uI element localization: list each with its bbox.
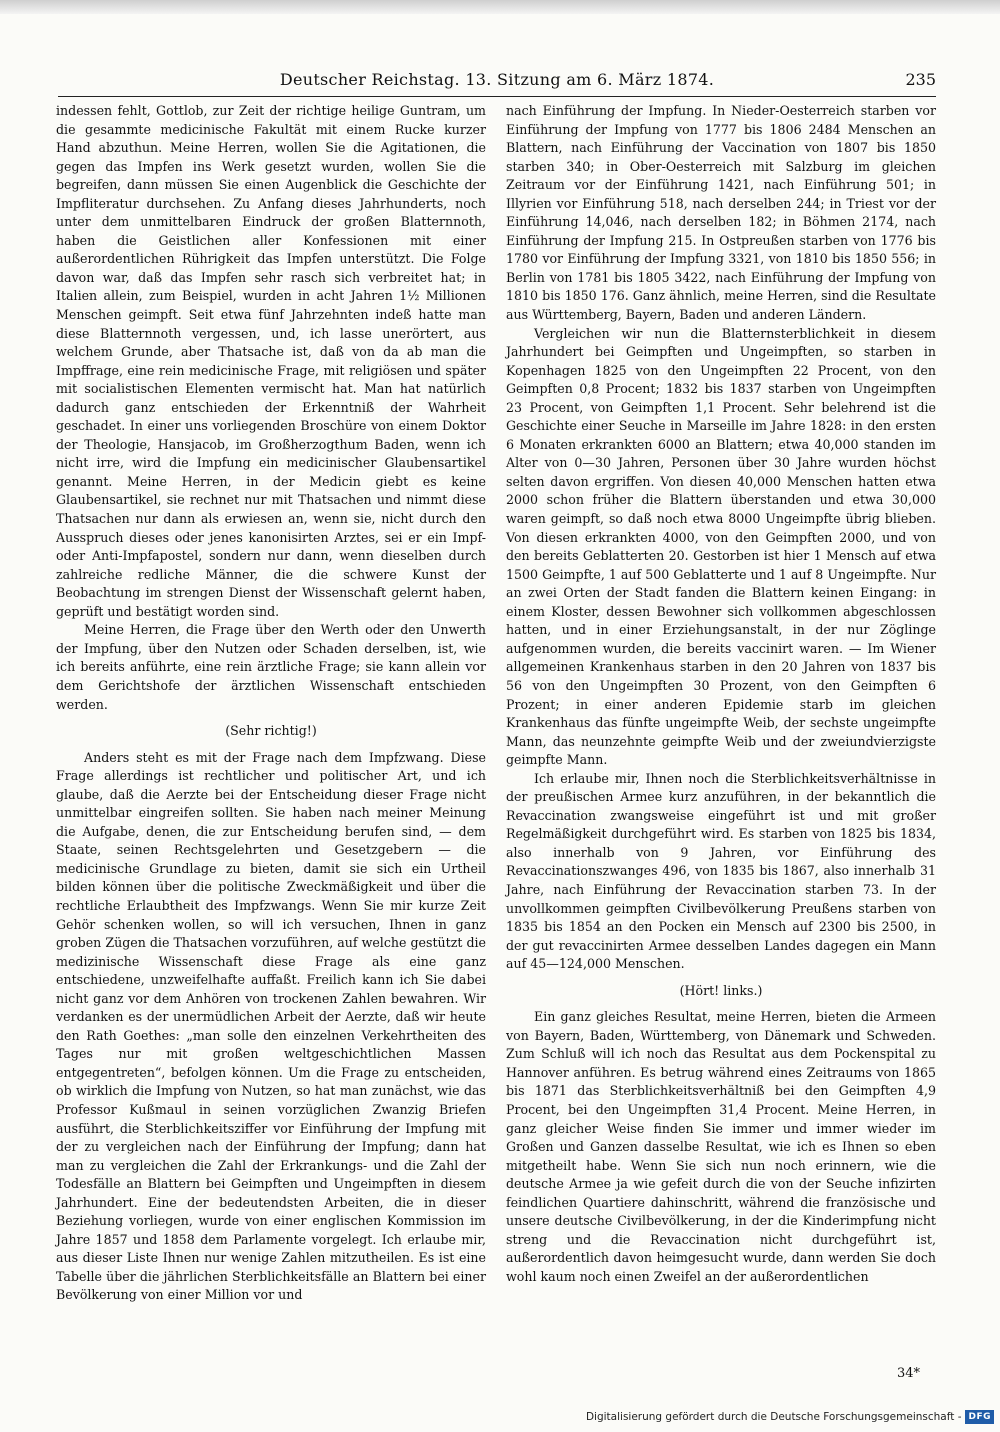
paragraph: Anders steht es mit der Frage nach dem Impfzwang. Diese Frage allerdings ist rechtlicher und politischer Art, und ich glaube, daß die Aerzte bei der Entscheidung dieser Frage nicht unmittelbar eingreifen sollten. Sie haben nach meiner Meinung die Aufgabe, denen, die zur Entscheidung berufen sind, — dem Staate, seinen Rechtsgelehrten und Gesetzgebern — die medicinische Grundlage zu bieten, damit sie sich ein Urtheil bilden können über die politische Zweckmäßigkeit und über die rechtliche Erlaubtheit des Impfzwangs. Wenn Sie mir kurze Zeit Gehör schenken wollen, so will ich versuchen, Ihnen in ganz groben Zügen die Thatsachen vorzuführen, auf welche gestützt die medizinische Wissenschaft diese Frage als eine ganz entschiedene, unzweifelhafte auffaßt. Freilich kann ich Sie dabei nicht ganz vor dem Anhören von trockenen Zahlen bewahren. Wir verdanken es der unermüdlichen Arbeit der Aerzte, daß wir heute den Rath Goethes: „man solle den einzelnen Verkehrtheiten des Tages nur mit großen weltgeschichtlichen Massen entgegentreten“, befolgen können. Um die Frage zu entscheiden, ob wirklich die Impfung von Nutzen, so hat man zunächst, wie das Professor Kußmaul in seinen vorzüglichen Zwanzig Briefen ausführt, die Sterblichkeitsziffer vor Einführung der Impfung mit der zu vergleichen nach der Einführung der Impfung; dann hat man zu vergleichen die Zahl der Erkrankungs- und die Zahl der Todesfälle an Blattern bei Geimpften und Ungeimpften in diesem Jahrhundert. Eine der bedeutendsten Arbeiten, die in dieser Beziehung vorliegen, wurde von einer englischen Kommission im Jahre 1857 und 1858 dem Parlamente vorgelegt. Ich erlaube mir, aus dieser Liste Ihnen nur wenige Zahlen mitzutheilen. Es ist eine Tabelle über die jährlichen Sterblichkeitsfälle an Blattern bei einer Bevölkerung von einer Million vor und (56, 749, 486, 1303)
paragraph: Vergleichen wir nun die Blatternsterblichkeit in diesem Jahrhundert bei Geimpften und Ungeimpften, so starben in Kopenhagen 1825 von den Ungeimpften 22 Procent, von den Geimpften 0,8 Procent; 1832 bis 1837 starben von Ungeimpften 23 Procent, von Geimpften 1,1 Procent. Sehr belehrend ist die Geschichte einer Seuche in Marseille im Jahre 1828: in den ersten 6 Monaten erkrankten 6000 an Blattern; etwa 40,000 standen im Alter von 0—30 Jahren, Personen über 30 Jahre wurden höchst selten davon ergriffen. Von diesen 40,000 Menschen hatten etwa 2000 schon früher die Blattern überstanden und etwa 30,000 waren geimpft, so daß noch etwa 8000 Ungeimpfte übrig blieben. Von diesen erkrankten 4000, von den Geimpften 2000, und von den bereits Geblatterten 20. Gestorben ist hier 1 Mensch auf etwa 1500 Geimpfte, 1 auf 500 Geblatterte und 1 auf 8 Ungeimpfte. Nur an zwei Orten der Stadt fanden die Blattern keinen Eingang: in einem Kloster, dessen Bewohner sich vollkommen abgeschlossen hatten, und in einer Erziehungsanstalt, in der nur Zöglinge aufgenommen wurden, die bereits vaccinirt waren. — Im Wiener allgemeinen Krankenhaus starben in den 20 Jahren von 1837 bis 56 von den Ungeimpften 30 Prozent, von den Geimpften 6 Prozent; in einer anderen Epidemie starb im gleichen Krankenhaus das fünfte ungeimpfte Weib, der sechste ungeimpfte Mann, das neunzehnte geimpfte Weib und der zweiundvierzigste geimpfte Mann. (506, 325, 936, 768)
header-title: Deutscher Reichstag. 13. Sitzung am 6. März 1874. (279, 70, 715, 89)
page-number: 235 (905, 70, 936, 89)
paragraph: Ich erlaube mir, Ihnen noch die Sterblichkeitsverhältnisse in der preußischen Armee kurz anzuführen, in der bekanntlich die Revaccination zwangsweise eingeführt ist und mit großer Regelmäßigkeit durchgeführt wird. Es starben von 1825 bis 1834, also innerhalb von 9 Jahren, vor Einführung des Revaccinationszwanges 496, von 1835 bis 1867, also innerhalb 31 Jahre, nach Einführung der Revaccination starben 73. In der unvollkommen geimpften Civilbevölkerung Preußens starben von 1835 bis 1854 an den Pocken ein Mensch auf 2300 bis 2500, in der gut revaccinirten Armee desselben Landes dagegen ein Mann auf 45—124,000 Menschen. (506, 770, 936, 972)
dfg-logo-icon: DFG (965, 1410, 994, 1424)
paragraph: nach Einführung der Impfung. In Nieder-Oesterreich starben vor Einführung der Impfung von 1777 bis 1806 2484 Menschen an Blattern, nach Einführung der Vaccination von 1807 bis 1850 starben 340; in Ober-Oesterreich mit Salzburg im gleichen Zeitraum vor der Einführung 1421, nach Einführung 501; in Illyrien vor Einführung 518, nach derselben 244; in Triest vor der Einführung 14,046, nach derselben 182; in Böhmen 2174, nach Einführung der Impfung 215. In Ostpreußen starben von 1776 bis 1780 vor Einführung der Impfung 3321, von 1810 bis 1850 556; in Berlin von 1781 bis 1805 3422, nach Einführung der Impfung von 1810 bis 1850 176. Ganz ähnlich, meine Herren, sind die Resultate aus Württemberg, Bayern, Baden und anderen Ländern. (506, 103, 936, 323)
signature-mark: 34* (896, 1366, 920, 1381)
interjection: (Hört! links.) (679, 982, 763, 998)
credit-text: Digitalisierung gefördert durch die Deutsche Forschungsgemeinschaft - (585, 1411, 962, 1423)
paragraph: Meine Herren, die Frage über den Werth oder den Unwerth der Impfung, über den Nutzen oder Schaden derselben, ist, wie ich bereits anführte, eine rein ärztliche Frage; sie kann allein vor dem Gerichtshofe der ärztlichen Wissenschaft entschieden werden. (56, 622, 486, 712)
left-column (56, 102, 486, 1305)
paragraph: indessen fehlt, Gottlob, zur Zeit der richtige heilige Guntram, um die gesammte medicinische Fakultät mit einem Rucke kurzer Hand abzuthun. Meine Herren, wollen Sie die Agitationen, die gegen das Impfen ins Werk gesetzt wurden, wollen Sie die begreifen, dann müssen Sie einen Augenblick die Geschichte der Impfliteratur durchsehen. Zu Anfang dieses Jahrhunderts, noch unter dem unmittelbaren Eindruck der großen Blatternnoth, haben die Geistlichen aller Konfessionen mit einer außerordentlichen Rührigkeit das Impfen unterstützt. Die Folge davon war, daß das Impfen sehr rasch sich verbreitet hat; in Italien allein, zum Beispiel, wurden in acht Jahren 1½ Millionen Menschen geimpft. Seit etwa fünf Jahrzehnten indeß hatte man diese Blatternnoth vergessen, und, ich lasse unerörtert, aus welchem Grunde, aber Thatsache ist, daß von da ab man die Impffrage, eine rein medicinische Frage, mit religiösen und später mit socialistischen Elementen vermischt hat. Man hat natürlich dadurch ganz entschieden der Erkenntniß der Wahrheit geschadet. In einer uns vorliegenden Broschüre von einem Doktor der Theologie, Hansjacob, im Großherzogthum Baden, wenn ich nicht irre, wird die Impfung ein medicinischer Glaubensartikel genannt. Meine Herren, in der Medicin giebt es keine Glaubensartikel, sie rechnet nur mit Thatsachen und nimmt diese Thatsachen nur dann als erwiesen an, wenn sie, nicht durch den Ausspruch dieses oder jenes kanonisirten Arztes, sei er ein Impf- oder Anti-Impfapostel, sondern nur dann, wenn dieselben durch zahlreiche redliche Männer, die die schwere Kunst der Beobachtung im strengen Dienst der Wissenschaft gelernt haben, geprüft und bestätigt worden sind. (56, 103, 486, 619)
running-header (58, 70, 936, 97)
scan-edge (0, 0, 1000, 14)
paragraph: Ein ganz gleiches Resultat, meine Herren, bieten die Armeen von Bayern, Baden, Württemberg, von Dänemark und Schweden. Zum Schluß will ich noch das Resultat aus dem Pockenspital zu Hannover anführen. Es betrug während eines Zeitraums von 1865 bis 1871 das Sterblichkeitsverhältniß bei den Geimpften 4,9 Procent, bei den Ungeimpften 31,4 Procent. Meine Herren, in ganz gleicher Weise finden Sie immer und immer wieder im Großen und Ganzen dasselbe Resultat, wie ich es Ihnen so eben mitgetheilt habe. Wenn Sie sich nun noch erinnern, wie die deutsche Armee ja wie gefeit durch die von der Seuche infizirten feindlichen Quartiere dahinschritt, während die französische und unsere deutsche Civilbevölkerung, in der die Kinderimpfung nicht streng und die Revaccination nicht durchgeführt ist, außerordentlich davon heimgesucht wurde, dann werden Sie doch wohl kaum noch einen Zweifel an der außerordentlichen (506, 1009, 936, 1284)
interjection: (Sehr richtig!) (225, 723, 317, 739)
right-column (506, 102, 936, 1286)
dfg-credit (586, 1408, 994, 1426)
